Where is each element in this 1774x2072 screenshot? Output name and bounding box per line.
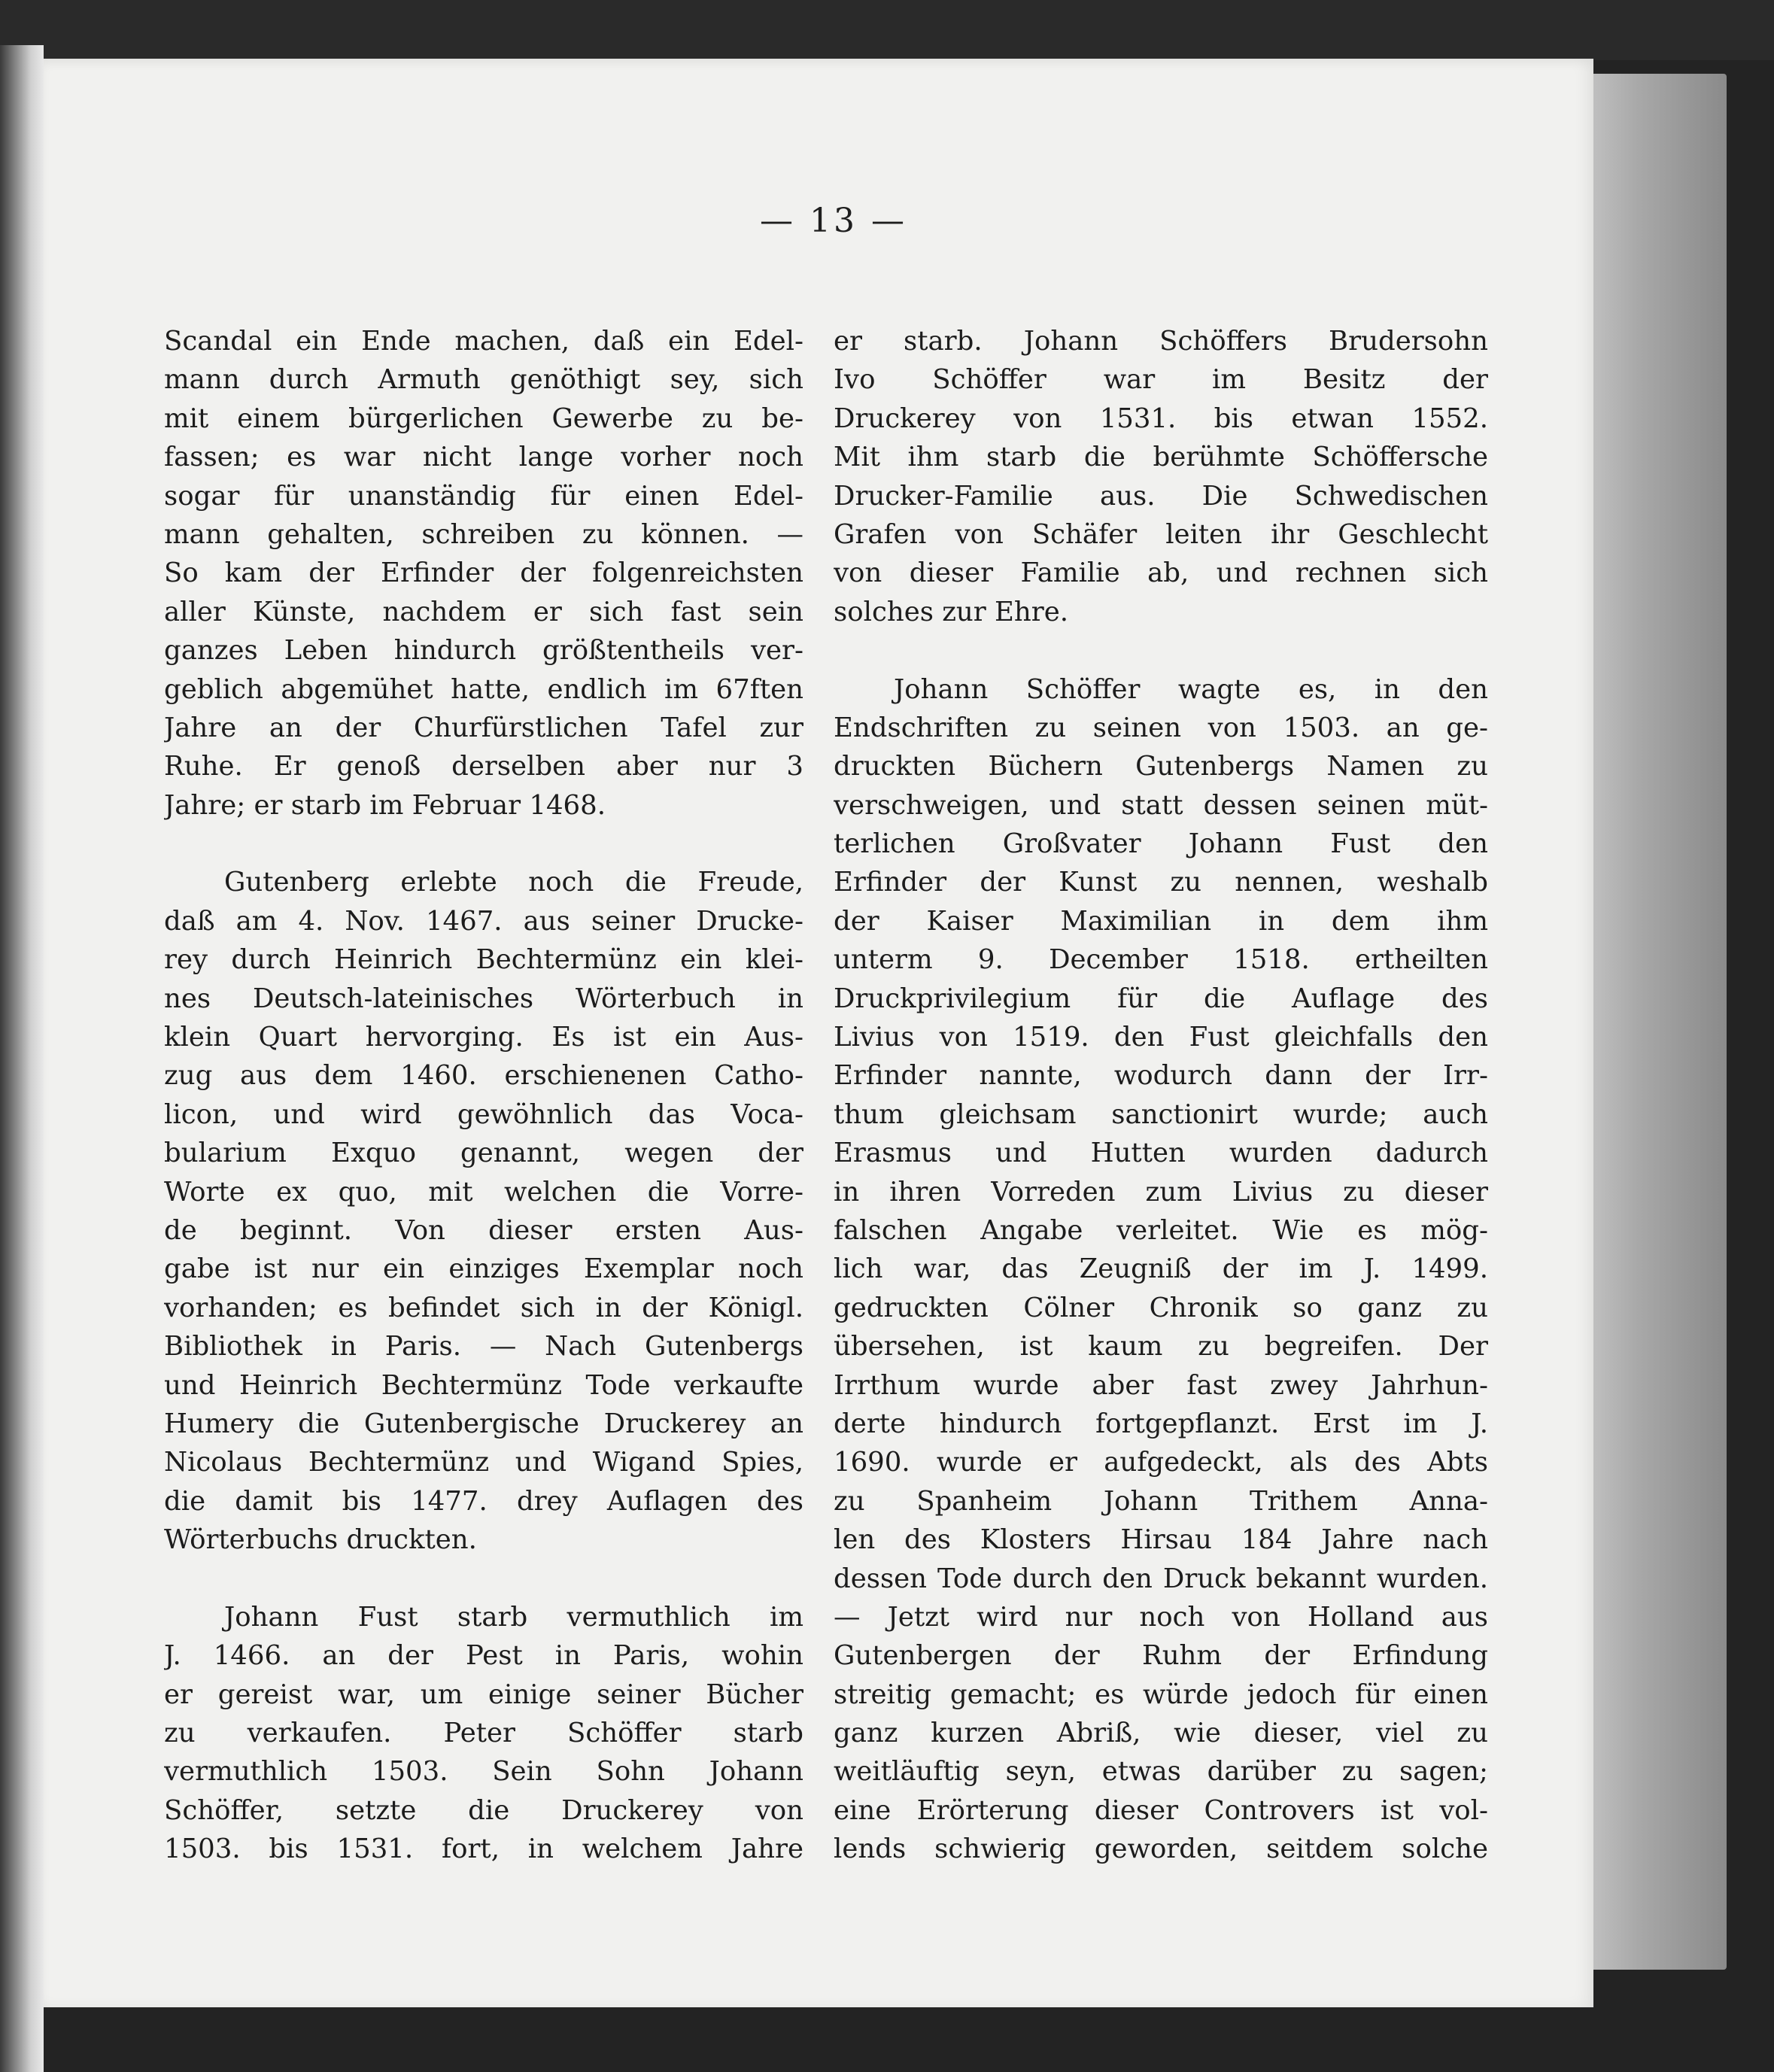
text-line: J. 1466. an der Pest in Paris, wohin: [164, 1640, 803, 1672]
text-line: — Jetzt wird nur noch von Holland aus: [834, 1601, 1488, 1633]
text-line: ganz kurzen Abriß, wie dieser, viel zu: [834, 1718, 1488, 1749]
text-line: Erfinder der Kunst zu nennen, weshalb: [834, 867, 1488, 898]
text-line: eine Erörterung dieser Controvers ist vol-: [834, 1794, 1488, 1826]
text-line: derte hindurch fortgepflanzt. Erst im J.: [834, 1408, 1488, 1439]
text-line: vorhanden; es befindet sich in der Königl.: [164, 1292, 803, 1323]
text-line: unterm 9. December 1518. ertheilten: [834, 944, 1488, 976]
text-line: der Kaiser Maximilian in dem ihm: [834, 905, 1488, 937]
text-line: rey durch Heinrich Bechtermünz ein klei-: [164, 944, 803, 976]
text-line: in ihren Vorreden zum Livius zu dieser: [834, 1176, 1488, 1208]
text-line: sogar für unanständig für einen Edel-: [164, 480, 803, 512]
text-line: Scandal ein Ende machen, daß ein Edel-: [164, 326, 803, 357]
text-line: daß am 4. Nov. 1467. aus seiner Drucke-: [164, 905, 803, 937]
text-line: zu verkaufen. Peter Schöffer starb: [164, 1718, 803, 1749]
text-line: Livius von 1519. den Fust gleichfalls den: [834, 1022, 1488, 1053]
text-line: weitläuftig seyn, etwas darüber zu sagen;: [834, 1756, 1488, 1788]
right-text-column: [834, 322, 1488, 1869]
text-line: falschen Angabe verleitet. Wie es mög-: [834, 1214, 1488, 1246]
text-line: licon, und wird gewöhnlich das Voca-: [164, 1098, 803, 1130]
book-gutter: [0, 45, 44, 2072]
text-line: Erasmus und Hutten wurden dadurch: [834, 1138, 1488, 1169]
text-line: Druckprivilegium für die Auflage des: [834, 983, 1488, 1014]
text-line: Johann Schöffer wagte es, in den: [894, 673, 1488, 705]
text-line: klein Quart hervorging. Es ist ein Aus-: [164, 1022, 803, 1053]
text-line: zug aus dem 1460. erschienenen Catho-: [164, 1060, 803, 1092]
text-line: Wörterbuchs druckten.: [164, 1524, 477, 1556]
book-page: [44, 59, 1593, 2007]
text-line: er starb. Johann Schöffers Brudersohn: [834, 326, 1488, 357]
text-line: aller Künste, nachdem er sich fast sein: [164, 596, 803, 627]
text-line: 1690. wurde er aufgedeckt, als des Abts: [834, 1447, 1488, 1478]
text-line: Drucker-Familie aus. Die Schwedischen: [834, 480, 1488, 512]
text-line: Schöffer, setzte die Druckerey von: [164, 1794, 803, 1826]
page-number: — 13 —: [760, 202, 907, 240]
text-line: Mit ihm starb die berühmte Schöffersche: [834, 442, 1488, 473]
text-line: druckten Büchern Gutenbergs Namen zu: [834, 751, 1488, 782]
text-line: thum gleichsam sanctionirt wurde; auch: [834, 1098, 1488, 1130]
text-line: Druckerey von 1531. bis etwan 1552.: [834, 403, 1488, 434]
text-line: verschweigen, und statt dessen seinen müt-: [834, 789, 1488, 821]
text-line: lich war, das Zeugniß der im J. 1499.: [834, 1253, 1488, 1285]
text-line: bularium Exquo genannt, wegen der: [164, 1138, 803, 1169]
text-line: er gereist war, um einige seiner Bücher: [164, 1679, 803, 1710]
text-line: gabe ist nur ein einziges Exemplar noch: [164, 1253, 803, 1285]
text-line: vermuthlich 1503. Sein Sohn Johann: [164, 1756, 803, 1788]
text-line: 1503. bis 1531. fort, in welchem Jahre: [164, 1834, 803, 1865]
text-line: Gutenberg erlebte noch die Freude,: [224, 867, 803, 898]
text-line: von dieser Familie ab, und rechnen sich: [834, 557, 1488, 589]
text-line: gedruckten Cölner Chronik so ganz zu: [834, 1292, 1488, 1323]
text-line: dessen Tode durch den Druck bekannt wurden.: [834, 1563, 1488, 1594]
text-line: Endschriften zu seinen von 1503. an ge-: [834, 712, 1488, 743]
text-line: Ruhe. Er genoß derselben aber nur 3: [164, 751, 803, 782]
text-line: streitig gemacht; es würde jedoch für einen: [834, 1679, 1488, 1710]
text-line: Erfinder nannte, wodurch dann der Irr-: [834, 1060, 1488, 1092]
text-line: Gutenbergen der Ruhm der Erfindung: [834, 1640, 1488, 1672]
text-line: de beginnt. Von dieser ersten Aus-: [164, 1214, 803, 1246]
text-line: mit einem bürgerlichen Gewerbe zu be-: [164, 403, 803, 434]
text-line: nes Deutsch-lateinisches Wörterbuch in: [164, 983, 803, 1014]
text-line: Bibliothek in Paris. — Nach Gutenbergs: [164, 1331, 803, 1363]
text-line: Grafen von Schäfer leiten ihr Geschlecht: [834, 518, 1488, 550]
text-line: Humery die Gutenbergische Druckerey an: [164, 1408, 803, 1439]
left-text-column: [164, 322, 803, 1869]
text-line: Ivo Schöffer war im Besitz der: [834, 364, 1488, 396]
text-line: solches zur Ehre.: [834, 596, 1069, 627]
text-line: len des Klosters Hirsau 184 Jahre nach: [834, 1524, 1488, 1556]
text-line: Johann Fust starb vermuthlich im: [224, 1601, 803, 1633]
text-line: Jahre an der Churfürstlichen Tafel zur: [164, 712, 803, 743]
text-line: lends schwierig geworden, seitdem solche: [834, 1834, 1488, 1865]
text-line: terlichen Großvater Johann Fust den: [834, 828, 1488, 860]
text-line: Jahre; er starb im Februar 1468.: [164, 789, 606, 821]
text-line: übersehen, ist kaum zu begreifen. Der: [834, 1331, 1488, 1363]
text-line: geblich abgemühet hatte, endlich im 67ften: [164, 673, 803, 705]
text-line: mann durch Armuth genöthigt sey, sich: [164, 364, 803, 396]
text-line: fassen; es war nicht lange vorher noch: [164, 442, 803, 473]
scan-backdrop: [0, 0, 1774, 60]
text-line: zu Spanheim Johann Trithem Anna-: [834, 1485, 1488, 1517]
paragraph-break: [164, 825, 803, 863]
text-line: Nicolaus Bechtermünz und Wigand Spies,: [164, 1447, 803, 1478]
text-line: und Heinrich Bechtermünz Tode verkaufte: [164, 1369, 803, 1401]
text-line: mann gehalten, schreiben zu können. —: [164, 518, 803, 550]
paragraph-break: [834, 631, 1488, 670]
text-line: Worte ex quo, mit welchen die Vorre-: [164, 1176, 803, 1208]
text-line: die damit bis 1477. drey Auflagen des: [164, 1485, 803, 1517]
paragraph-break: [164, 1560, 803, 1598]
text-line: Irrthum wurde aber fast zwey Jahrhun-: [834, 1369, 1488, 1401]
text-line: So kam der Erfinder der folgenreichsten: [164, 557, 803, 589]
book-cover-edge: [1576, 74, 1727, 1970]
text-line: ganzes Leben hindurch größtentheils ver-: [164, 635, 803, 667]
